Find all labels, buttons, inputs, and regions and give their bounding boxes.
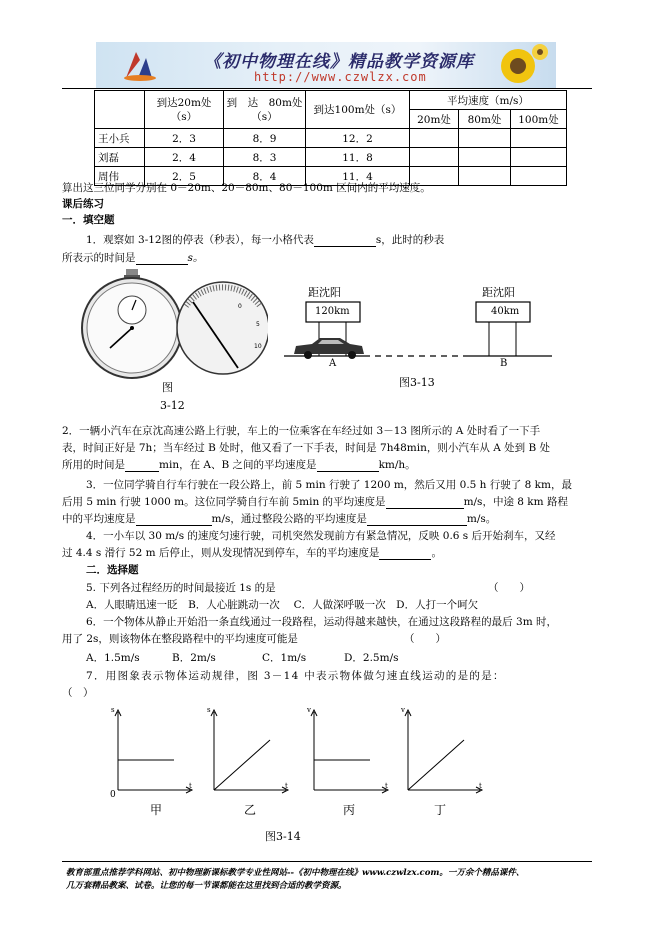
graph-ding-x-label: t bbox=[479, 782, 482, 790]
q2-line-1: 2．一辆小汽车在京沈高速公路上行驶，车上的一位乘客在车经过如 3－13 图所示的 A 处时看了一下手 bbox=[62, 425, 541, 437]
footer-line-1: 教育部重点推荐学科网站、初中物理新课标教学专业性网站--《初中物理在线》www.czwlzx.com。一万余个精品课件、 bbox=[66, 868, 525, 878]
stopwatch-crown bbox=[126, 269, 138, 276]
table-row: 周伟 2．5 8．4 11．4 bbox=[95, 167, 567, 186]
q1-blank-2[interactable] bbox=[136, 254, 188, 265]
q4-line-1: 4．一小车以 30 m/s 的速度匀速行驶，司机突然发现前方有紧急情况，反映 0.6 s 后开始刹车，又经 bbox=[86, 530, 556, 542]
point-b-label: B bbox=[500, 358, 508, 369]
q2-line-2: 表，时间正好是 7h；当车经过 B 处时，他又看了一下手表，时间是 7h48min，则小汽车从 A 处到 B 处 bbox=[62, 442, 551, 454]
graph-jia-x-label: t bbox=[189, 782, 192, 790]
q2-blank-1[interactable] bbox=[125, 461, 159, 472]
q3-blank-3[interactable] bbox=[367, 515, 467, 526]
sub-head-20m: 20m处 bbox=[410, 110, 459, 129]
graph-jia-origin: 0 bbox=[110, 790, 116, 800]
q6-option-d: D．2.5m/s bbox=[344, 652, 399, 664]
q5-stem: 5. 下列各过程经历的时间最接近 1s 的是 bbox=[86, 582, 276, 594]
fig314-caption: 图3-14 bbox=[265, 830, 301, 843]
q6-line-2: 用了 2s，则该物体在整段路程中的平均速度可能是 bbox=[62, 633, 298, 645]
graph-bing bbox=[311, 710, 388, 793]
q6-option-b: B．2m/s bbox=[172, 652, 216, 664]
header-banner bbox=[96, 42, 556, 88]
graph-ding-y-label: v bbox=[401, 706, 405, 714]
q4-blank[interactable] bbox=[379, 549, 431, 560]
q1-blank-1[interactable] bbox=[314, 236, 376, 247]
banner-title: 《初中物理在线》精品教学资源库 bbox=[204, 52, 474, 72]
q4-line-2: 过 4.4 s 滑行 52 m 后停止，则从发现情况到停车，车的平均速度是 。 bbox=[62, 547, 442, 559]
stopwatch-figure bbox=[78, 266, 268, 382]
section-choice-heading: 二．选择题 bbox=[86, 564, 139, 576]
header-rule bbox=[62, 88, 592, 89]
col-head-avg-speed: 平均速度（m/s） bbox=[410, 91, 567, 110]
q6-option-c: C．1m/s bbox=[262, 652, 307, 664]
q2-blank-2[interactable] bbox=[317, 461, 379, 472]
banner-url[interactable]: http://www.czwlzx.com bbox=[254, 70, 427, 84]
col-head-80m: 到 达 80m处（s） bbox=[224, 91, 306, 129]
motion-graphs-figure bbox=[104, 704, 544, 816]
graph-jia-y-label: s bbox=[111, 706, 115, 714]
graph-ding bbox=[405, 710, 482, 793]
q3-blank-2[interactable] bbox=[136, 515, 212, 526]
graph-jia bbox=[115, 710, 192, 793]
graph-jia-label: 甲 bbox=[150, 803, 163, 817]
graph-yi-x-label: t bbox=[285, 782, 288, 790]
graph-bing-y-label: v bbox=[307, 706, 311, 714]
q3-line-1: 3．一位同学骑自行车行驶在一段公路上，前 5 min 行驶了 1200 m，然后又用 0.5 h 行驶了 8 km，最 bbox=[86, 479, 572, 491]
col-head-100m: 到达100m处（s） bbox=[306, 91, 410, 129]
sunflower-icon bbox=[488, 44, 548, 88]
graph-yi-label: 乙 bbox=[244, 803, 257, 817]
sub-head-100m: 100m处 bbox=[511, 110, 567, 129]
col-head-20m: 到达20m处（s） bbox=[145, 91, 224, 129]
sign-a-title: 距沈阳 bbox=[308, 286, 341, 299]
stopwatch-zoom-face bbox=[177, 282, 268, 374]
q7-answer-paren[interactable]: （ ） bbox=[62, 687, 94, 699]
q3-line-2: 后用 5 min 行驶 1000 m。这位同学骑自行车前 5min 的平均速度是 m/s，中途 8 km 路程 bbox=[62, 496, 568, 508]
intro-question: 算出这三位同学分别在 0－20m、20－80m、80－100m 区间内的平均速度。 bbox=[62, 182, 431, 194]
svg-text:10: 10 bbox=[254, 343, 262, 350]
sign-a-distance: 120km bbox=[315, 306, 350, 317]
q6-answer-paren[interactable]: （ ） bbox=[404, 633, 446, 645]
q6-line-1: 6．一个物体从静止开始沿一条直线通过一段路程，运动得越来越快，在通过这段路程的最后 3m 时， bbox=[86, 616, 557, 628]
section-fill-heading: 一．填空题 bbox=[62, 214, 115, 226]
fig312-caption-a: 图 bbox=[162, 381, 173, 394]
svg-text:0: 0 bbox=[238, 303, 242, 310]
q3-blank-1[interactable] bbox=[386, 498, 464, 509]
after-class-heading: 课后练习 bbox=[62, 198, 104, 210]
q1-line-1: 1．观察如 3-12图的停表（秒表），每一小格代表 s，此时的秒表 bbox=[86, 234, 445, 246]
svg-text:5: 5 bbox=[256, 321, 260, 328]
q7-line-1: 7．用图象表示物体运动规律，图 3－14 中表示物体做匀速直线运动的是的是： bbox=[86, 670, 505, 682]
graph-ding-label: 丁 bbox=[434, 803, 447, 817]
graph-yi bbox=[211, 710, 288, 793]
q6-option-a: A．1.5m/s bbox=[86, 652, 140, 664]
table-row: 王小兵 2．3 8．9 12．2 bbox=[95, 129, 567, 148]
site-logo-icon bbox=[122, 48, 158, 82]
fig313-caption: 图3-13 bbox=[399, 376, 435, 389]
table-row: 刘磊 2．4 8．3 11．8 bbox=[95, 148, 567, 167]
q5-options: A．人眼睛迅速一眨 B．人心脏跳动一次 C．人做深呼吸一次 D．人打一个呵欠 bbox=[86, 599, 479, 611]
sub-head-80m: 80m处 bbox=[459, 110, 511, 129]
q3-line-3: 中的平均速度是 m/s，通过整段公路的平均速度是 m/s。 bbox=[62, 513, 497, 525]
fig312-caption-b: 3-12 bbox=[160, 399, 185, 412]
graph-bing-label: 丙 bbox=[343, 803, 356, 817]
sign-b-distance: 40km bbox=[491, 306, 520, 317]
race-time-table bbox=[94, 90, 567, 186]
footer-rule bbox=[62, 861, 592, 862]
graph-bing-x-label: t bbox=[385, 782, 388, 790]
graph-yi-y-label: s bbox=[207, 706, 211, 714]
point-a-label: A bbox=[329, 358, 337, 369]
q1-line-2: 所表示的时间是 s。 bbox=[62, 252, 204, 264]
q5-answer-paren[interactable]: （ ） bbox=[488, 582, 530, 594]
q2-line-3: 所用的时间是 min，在 A、B 之间的平均速度是 km/h。 bbox=[62, 459, 416, 471]
footer-line-2: 几万套精品教案、试卷。让您的每一节课都能在这里找到合适的教学资源。 bbox=[66, 881, 347, 891]
sign-b-title: 距沈阳 bbox=[482, 286, 515, 299]
